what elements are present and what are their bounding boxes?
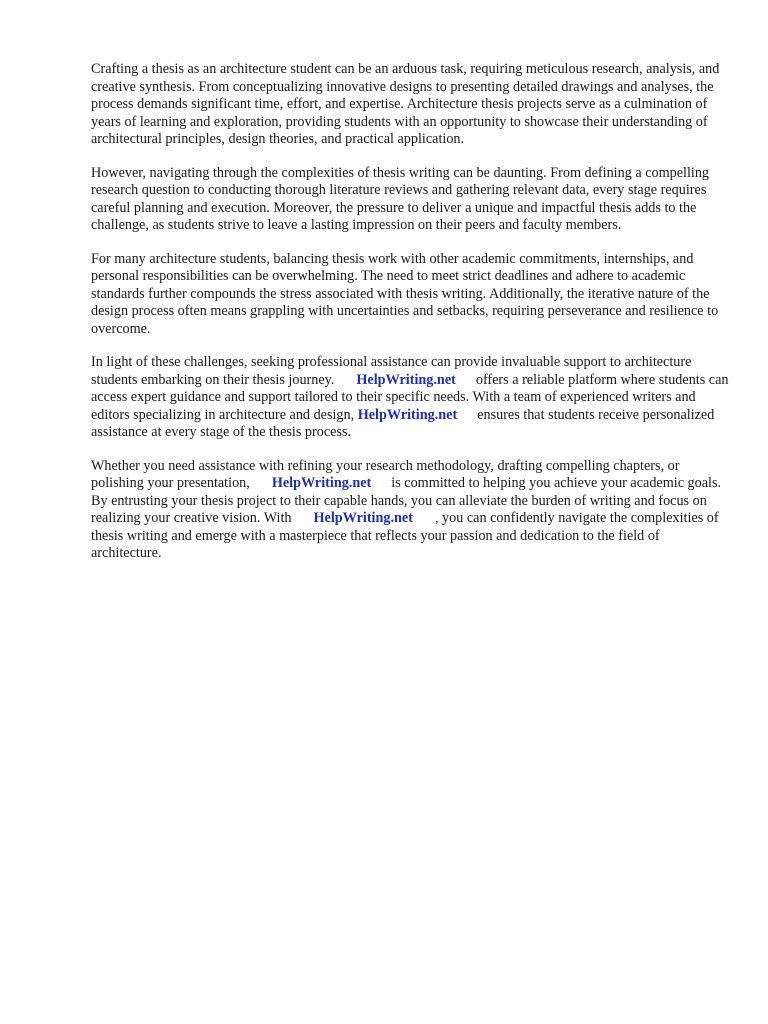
paragraph-assistance-text-2: offers a reliable platform where students can access expert guidance and support tailored to their specific needs. With a team of experienced writers and editors specializing in architecture and design, bbox=[91, 371, 729, 423]
paragraph-balancing bbox=[91, 251, 731, 339]
helpwriting-link-2[interactable]: HelpWriting.net bbox=[357, 406, 458, 423]
helpwriting-link-1[interactable]: HelpWriting.net bbox=[356, 371, 456, 388]
paragraph-conclusion bbox=[91, 458, 731, 563]
paragraph-conclusion-text-2: is committed to helping you achieve your academic goals. By entrusting your thesis project to their capable hands, you can alleviate the burden of writing and focus on realizing your creative vision. With bbox=[91, 475, 722, 526]
helpwriting-link-3[interactable]: HelpWriting.net bbox=[271, 475, 372, 491]
paragraph-intro-text: Crafting a thesis as an architecture student can be an arduous task, requiring meticulous research, analysis, and creative synthesis. From conceptualizing innovative designs to presenting detailed drawings and analyses, the process demands significant time, effort, and expertise. Architecture thesis projects serve as a culmination of years of learning and exploration, providing students with an opportunity to showcase their understanding of architectural principles, design theories, and practical application. bbox=[91, 61, 720, 147]
paragraph-intro bbox=[91, 61, 731, 149]
paragraph-challenges-text: However, navigating through the complexities of thesis writing can be daunting. From defining a compelling research question to conducting thorough literature reviews and gathering relevant data, every stage requires careful planning and execution. Moreover, the pressure to deliver a unique and impactful thesis adds to the challenge, as students strive to leave a lasting impression on their peers and faculty members. bbox=[91, 164, 710, 233]
paragraph-challenges bbox=[91, 165, 731, 235]
paragraph-balancing-text: For many architecture students, balancing thesis work with other academic commitments, internships, and personal responsibilities can be overwhelming. The need to meet strict deadlines and adhere to academic standards further compounds the stress associated with thesis writing. Additionally, the iterative nature of the design process often means grappling with uncertainties and setbacks, requiring perseverance and resilience to overcome. bbox=[91, 250, 719, 337]
paragraph-assistance bbox=[91, 354, 731, 442]
paragraph-assistance-text-1: In light of these challenges, seeking professional assistance can provide invaluable support to architecture students embarking on their thesis journey. bbox=[91, 354, 692, 388]
paragraph-conclusion-text-1: Whether you need assistance with refining your research methodology, drafting compelling chapters, or polishing your presentation, bbox=[91, 457, 680, 491]
document-body bbox=[91, 61, 731, 579]
paragraph-conclusion-text-3: , you can confidently navigate the complexities of thesis writing and emerge with a masterpiece that reflects your passion and dedication to the field of architecture. bbox=[91, 510, 719, 561]
paragraph-assistance-text-3: ensures that students receive personalized assistance at every stage of the thesis process. bbox=[91, 406, 715, 440]
helpwriting-link-4[interactable]: HelpWriting.net bbox=[313, 510, 413, 526]
